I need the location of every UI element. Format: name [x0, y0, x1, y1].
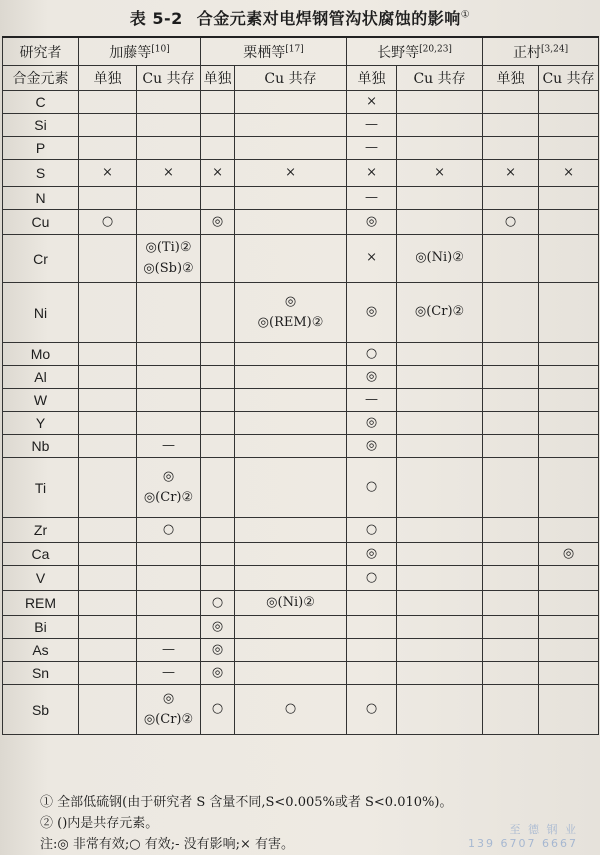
effect-cell	[235, 366, 347, 389]
effect-cell	[397, 639, 483, 662]
effect-cell	[79, 114, 137, 137]
effect-value: ×	[212, 164, 223, 180]
effect-cell	[397, 137, 483, 160]
effect-value: ◎	[365, 368, 378, 384]
effect-cell	[201, 662, 235, 685]
table-row	[3, 435, 599, 458]
watermark	[468, 823, 578, 851]
effect-cell	[397, 283, 483, 343]
effect-cell	[201, 685, 235, 735]
table-row	[3, 210, 599, 235]
effect-cell	[347, 187, 397, 210]
effect-cell	[137, 187, 201, 210]
effect-cell	[235, 616, 347, 639]
effect-cell	[201, 616, 235, 639]
element-name: Al	[3, 366, 79, 389]
effect-value: ◎ ◎(Cr)②	[143, 691, 194, 727]
effect-cell	[539, 137, 599, 160]
header-row-conditions	[3, 66, 599, 91]
effect-cell	[347, 235, 397, 283]
effect-value: ×	[563, 164, 574, 180]
effect-cell	[483, 114, 539, 137]
effect-cell	[137, 210, 201, 235]
effect-cell	[347, 566, 397, 591]
effect-cell	[539, 389, 599, 412]
effect-cell	[137, 114, 201, 137]
effect-cell	[483, 639, 539, 662]
table-row	[3, 639, 599, 662]
effect-value: ◎ ◎(REM)②	[257, 294, 324, 330]
table-row	[3, 137, 599, 160]
effect-cell	[347, 389, 397, 412]
effect-value: ×	[285, 164, 296, 180]
effect-value: —	[365, 116, 379, 132]
effect-value: ○	[365, 569, 378, 585]
effect-cell	[397, 114, 483, 137]
element-name: Ca	[3, 543, 79, 566]
effect-cell	[79, 435, 137, 458]
watermark-line-1: 至 德 钢 业	[509, 823, 578, 836]
effect-cell	[347, 616, 397, 639]
effect-cell	[235, 435, 347, 458]
effect-cell	[483, 343, 539, 366]
table-row	[3, 235, 599, 283]
effect-cell	[201, 566, 235, 591]
effect-value: ×	[366, 164, 377, 180]
effect-cell	[235, 566, 347, 591]
effect-value: ◎	[365, 545, 378, 561]
element-name: N	[3, 187, 79, 210]
effect-cell	[397, 543, 483, 566]
effect-cell	[235, 591, 347, 616]
effect-cell	[347, 518, 397, 543]
table-row	[3, 518, 599, 543]
element-name: Ti	[3, 458, 79, 518]
effect-cell	[137, 591, 201, 616]
researcher-nagano: 长野等[20,23]	[347, 37, 483, 66]
effect-cell	[137, 389, 201, 412]
effect-cell	[201, 187, 235, 210]
effect-cell	[483, 662, 539, 685]
effect-value: ○	[365, 701, 378, 717]
effect-cell	[397, 366, 483, 389]
effect-cell	[137, 639, 201, 662]
table-row	[3, 283, 599, 343]
effect-cell	[79, 210, 137, 235]
effect-cell	[235, 662, 347, 685]
table-row	[3, 114, 599, 137]
effect-cell	[483, 160, 539, 187]
effect-cell	[539, 591, 599, 616]
effect-cell	[539, 187, 599, 210]
effect-value: —	[365, 139, 379, 155]
effect-cell	[235, 412, 347, 435]
effect-cell	[79, 616, 137, 639]
effect-cell	[235, 543, 347, 566]
element-name: W	[3, 389, 79, 412]
effect-cell	[201, 114, 235, 137]
table-row	[3, 591, 599, 616]
sub-cu: Cu 共存	[397, 66, 483, 91]
effect-cell	[539, 566, 599, 591]
title-footnote-mark: ①	[460, 9, 471, 21]
effect-cell	[397, 210, 483, 235]
effect-cell	[397, 435, 483, 458]
table-row	[3, 566, 599, 591]
effect-cell	[539, 685, 599, 735]
effect-cell	[539, 639, 599, 662]
effect-value: —	[365, 391, 379, 407]
sub-single: 单独	[483, 66, 539, 91]
effect-cell	[137, 458, 201, 518]
effect-value: ◎	[365, 437, 378, 453]
effect-value: ○	[211, 701, 224, 717]
effect-cell	[79, 283, 137, 343]
effect-cell	[235, 283, 347, 343]
effect-cell	[235, 389, 347, 412]
element-name: Bi	[3, 616, 79, 639]
table-row	[3, 458, 599, 518]
effect-cell	[347, 283, 397, 343]
effect-value: —	[365, 189, 379, 205]
effect-value: ◎	[211, 618, 224, 634]
effect-cell	[347, 412, 397, 435]
effect-cell	[201, 458, 235, 518]
effect-value: ○	[365, 521, 378, 537]
effect-cell	[539, 616, 599, 639]
element-name: Cu	[3, 210, 79, 235]
effect-cell	[201, 543, 235, 566]
effect-cell	[235, 114, 347, 137]
header-row-researchers	[3, 37, 599, 66]
effect-value: ○	[504, 213, 517, 229]
effect-cell	[397, 160, 483, 187]
effect-cell	[539, 366, 599, 389]
effect-cell	[235, 343, 347, 366]
element-name: S	[3, 160, 79, 187]
effect-cell	[483, 616, 539, 639]
effect-cell	[397, 566, 483, 591]
effect-cell	[137, 685, 201, 735]
effect-cell	[347, 91, 397, 114]
effect-cell	[539, 543, 599, 566]
effect-cell	[137, 435, 201, 458]
effect-value: ×	[505, 164, 516, 180]
effect-value: ◎	[211, 213, 224, 229]
effect-cell	[79, 187, 137, 210]
effect-cell	[235, 518, 347, 543]
effect-cell	[397, 518, 483, 543]
effect-cell	[483, 187, 539, 210]
effect-cell	[201, 435, 235, 458]
effect-cell	[201, 366, 235, 389]
effect-cell	[539, 114, 599, 137]
effect-value: ◎(Cr)②	[414, 304, 465, 320]
effect-value: ◎(Ni)②	[266, 594, 315, 610]
effect-cell	[483, 518, 539, 543]
effect-cell	[79, 91, 137, 114]
effect-cell	[397, 187, 483, 210]
effect-cell	[483, 566, 539, 591]
effect-cell	[347, 366, 397, 389]
effect-cell	[79, 389, 137, 412]
effect-cell	[235, 235, 347, 283]
effect-value: —	[162, 664, 175, 680]
effect-value: ◎(Ni)②	[415, 250, 464, 266]
table-row	[3, 389, 599, 412]
effect-cell	[483, 685, 539, 735]
effect-cell	[201, 343, 235, 366]
element-name: Y	[3, 412, 79, 435]
effect-cell	[137, 283, 201, 343]
effect-cell	[79, 160, 137, 187]
effect-cell	[347, 458, 397, 518]
element-name: Si	[3, 114, 79, 137]
effect-cell	[397, 685, 483, 735]
effect-cell	[235, 160, 347, 187]
effect-cell	[483, 283, 539, 343]
effect-value: ×	[366, 93, 377, 109]
effect-cell	[539, 235, 599, 283]
effect-value: —	[162, 437, 175, 453]
alloy-effect-table	[2, 36, 599, 735]
sub-single: 单独	[201, 66, 235, 91]
effect-cell	[397, 389, 483, 412]
effect-cell	[79, 662, 137, 685]
effect-value: ×	[366, 250, 377, 266]
table-row	[3, 343, 599, 366]
effect-cell	[137, 160, 201, 187]
effect-cell	[347, 639, 397, 662]
effect-value: ×	[163, 164, 174, 180]
effect-value: ◎	[211, 641, 224, 657]
effect-value: ○	[365, 479, 378, 495]
table-row	[3, 543, 599, 566]
effect-cell	[137, 518, 201, 543]
effect-cell	[235, 685, 347, 735]
effect-cell	[483, 458, 539, 518]
effect-cell	[483, 412, 539, 435]
footnote-1: ① 全部低硫钢(由于研究者 S 含量不同,S<0.005%或者 S<0.010%)。	[40, 795, 453, 810]
effect-cell	[347, 137, 397, 160]
effect-cell	[483, 235, 539, 283]
effect-cell	[483, 366, 539, 389]
effect-cell	[397, 458, 483, 518]
effect-value: ◎ ◎(Cr)②	[143, 469, 194, 505]
effect-cell	[79, 412, 137, 435]
effect-value: ◎	[562, 545, 575, 561]
effect-cell	[201, 283, 235, 343]
element-name: As	[3, 639, 79, 662]
effect-cell	[79, 235, 137, 283]
effect-cell	[347, 160, 397, 187]
effect-value: ×	[434, 164, 445, 180]
sub-single: 单独	[347, 66, 397, 91]
effect-cell	[201, 389, 235, 412]
sub-cu: Cu 共存	[539, 66, 599, 91]
footnote-legend: 注:◎ 非常有效;○ 有效;- 没有影响;× 有害。	[40, 837, 295, 852]
effect-cell	[347, 662, 397, 685]
effect-value: —	[162, 641, 175, 657]
element-name: Zr	[3, 518, 79, 543]
effect-cell	[397, 616, 483, 639]
effect-value: ◎	[211, 664, 224, 680]
effect-cell	[79, 458, 137, 518]
effect-cell	[137, 543, 201, 566]
effect-cell	[347, 685, 397, 735]
effect-cell	[483, 91, 539, 114]
element-label: 合金元素	[3, 66, 79, 91]
effect-cell	[397, 591, 483, 616]
effect-cell	[79, 639, 137, 662]
effect-value: ○	[101, 213, 114, 229]
effect-cell	[137, 91, 201, 114]
effect-cell	[201, 210, 235, 235]
effect-cell	[539, 662, 599, 685]
table-number: 表 5-2	[129, 9, 183, 28]
effect-cell	[347, 543, 397, 566]
effect-cell	[483, 389, 539, 412]
effect-value: ◎	[365, 304, 378, 320]
effect-cell	[235, 639, 347, 662]
effect-cell	[539, 435, 599, 458]
watermark-line-2: 139 6707 6667	[468, 837, 578, 850]
table-row	[3, 160, 599, 187]
effect-value: ◎	[365, 213, 378, 229]
element-name: Mo	[3, 343, 79, 366]
effect-cell	[539, 458, 599, 518]
researcher-label: 研究者	[3, 37, 79, 66]
effect-cell	[79, 343, 137, 366]
researcher-masamura: 正村[3,24]	[483, 37, 599, 66]
effect-value: ○	[284, 701, 297, 717]
effect-cell	[137, 235, 201, 283]
researcher-kato: 加藤等[10]	[79, 37, 201, 66]
effect-value: ○	[162, 521, 175, 537]
effect-cell	[539, 210, 599, 235]
effect-cell	[347, 114, 397, 137]
effect-cell	[137, 137, 201, 160]
element-name: Sb	[3, 685, 79, 735]
effect-cell	[539, 283, 599, 343]
effect-cell	[235, 91, 347, 114]
effect-value: ◎	[365, 414, 378, 430]
sub-cu: Cu 共存	[235, 66, 347, 91]
effect-cell	[397, 412, 483, 435]
element-name: Cr	[3, 235, 79, 283]
effect-cell	[539, 412, 599, 435]
sub-cu: Cu 共存	[137, 66, 201, 91]
element-name: P	[3, 137, 79, 160]
effect-cell	[539, 91, 599, 114]
table-row	[3, 662, 599, 685]
effect-cell	[347, 435, 397, 458]
footnote-2: ② ()内是共存元素。	[40, 816, 159, 831]
effect-value: ○	[365, 345, 378, 361]
effect-cell	[539, 160, 599, 187]
effect-cell	[79, 591, 137, 616]
effect-cell	[397, 235, 483, 283]
effect-cell	[79, 366, 137, 389]
table-row	[3, 685, 599, 735]
effect-cell	[137, 343, 201, 366]
effect-cell	[235, 210, 347, 235]
effect-cell	[137, 616, 201, 639]
researcher-kurisu: 栗栖等[17]	[201, 37, 347, 66]
effect-cell	[201, 412, 235, 435]
effect-value: ◎(Ti)② ◎(Sb)②	[143, 240, 194, 276]
effect-cell	[137, 412, 201, 435]
element-name: Ni	[3, 283, 79, 343]
effect-cell	[397, 343, 483, 366]
effect-cell	[201, 235, 235, 283]
effect-cell	[201, 518, 235, 543]
effect-cell	[539, 343, 599, 366]
effect-cell	[483, 543, 539, 566]
effect-value: ○	[211, 594, 224, 610]
effect-cell	[483, 591, 539, 616]
effect-cell	[201, 91, 235, 114]
effect-cell	[79, 518, 137, 543]
effect-cell	[79, 543, 137, 566]
effect-cell	[79, 685, 137, 735]
table-row	[3, 412, 599, 435]
effect-cell	[483, 435, 539, 458]
effect-cell	[483, 137, 539, 160]
effect-cell	[347, 343, 397, 366]
table-title-text: 合金元素对电焊钢管沟状腐蚀的影响	[196, 9, 461, 28]
effect-cell	[397, 662, 483, 685]
effect-cell	[201, 639, 235, 662]
element-name: REM	[3, 591, 79, 616]
effect-cell	[201, 591, 235, 616]
table-row	[3, 366, 599, 389]
element-name: Sn	[3, 662, 79, 685]
effect-cell	[137, 366, 201, 389]
effect-cell	[235, 187, 347, 210]
element-name: C	[3, 91, 79, 114]
table-row	[3, 616, 599, 639]
element-name: Nb	[3, 435, 79, 458]
effect-cell	[79, 137, 137, 160]
effect-cell	[201, 137, 235, 160]
effect-cell	[235, 137, 347, 160]
sub-single: 单独	[79, 66, 137, 91]
effect-cell	[347, 591, 397, 616]
table-row	[3, 91, 599, 114]
element-name: V	[3, 566, 79, 591]
effect-cell	[201, 160, 235, 187]
table-title	[0, 6, 600, 29]
effect-cell	[347, 210, 397, 235]
effect-cell	[137, 566, 201, 591]
table-row	[3, 187, 599, 210]
effect-cell	[137, 662, 201, 685]
effect-cell	[235, 458, 347, 518]
effect-cell	[397, 91, 483, 114]
effect-value: ×	[102, 164, 113, 180]
effect-cell	[483, 210, 539, 235]
effect-cell	[539, 518, 599, 543]
effect-cell	[79, 566, 137, 591]
